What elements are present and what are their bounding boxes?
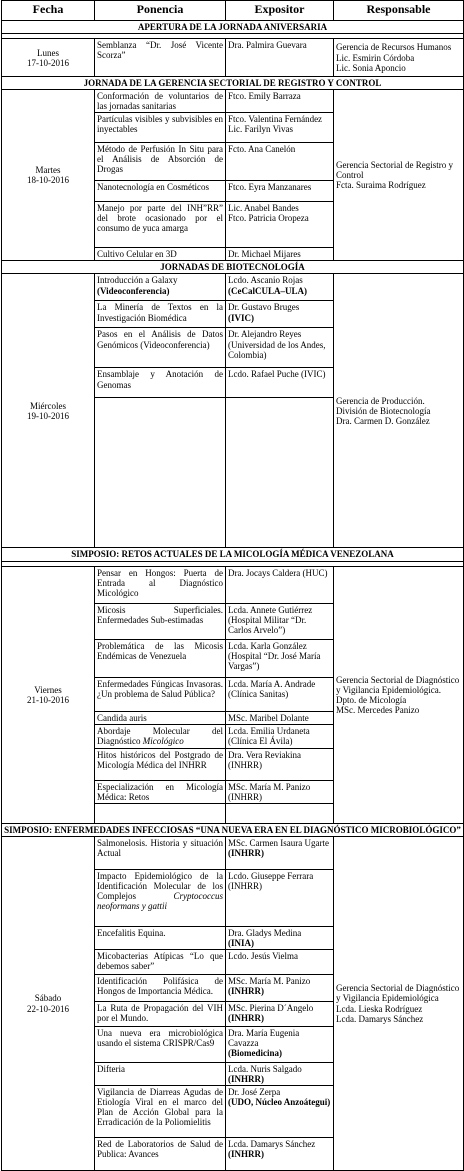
talk-title: Nanotecnología en Cosméticos — [97, 182, 209, 193]
day-name: Martes — [35, 165, 61, 176]
speaker-cell — [226, 711, 334, 724]
date-cell — [2, 274, 95, 548]
talk-title-cell — [95, 368, 226, 398]
section-title-row — [2, 823, 464, 836]
speaker-name: Dra. María Eugenia Cavazza — [228, 1028, 300, 1049]
speaker-cell — [226, 950, 334, 975]
speaker-name: Lcda. María A. Andrade (Clínica Sanitas) — [228, 678, 316, 699]
responsible-line: Gerencia Sectorial de Diagnóstico y Vigilancia Epidemiológica. — [336, 674, 460, 695]
speaker-name: Lcda. Emilia Urdaneta (Clínica El Ávila) — [228, 725, 310, 746]
talk-title-cell — [95, 1086, 226, 1138]
speaker-name: Lcdo. Ascanio Rojas — [228, 275, 303, 286]
responsible-line: Gerencia de Recursos Humanos — [336, 42, 452, 53]
talk-title: Conformación de voluntarios de las jornadas sanitarias — [97, 91, 223, 112]
header-row — [2, 1, 464, 21]
section-title: JORNADAS DE BIOTECNOLOGÍA — [2, 261, 464, 274]
section-title: SIMPOSIO: ENFERMEDADES INFECCIOSAS “UNA NUEVA ERA EN EL DIAGNÓSTICO MICROBIOLÓGICO” — [2, 823, 464, 836]
talk-title: Encefalitis Equina. — [97, 927, 166, 938]
speaker-name: Lcdo. Jesús Vielma — [228, 951, 299, 962]
talk-title-cell — [95, 143, 226, 181]
talk-title: Manejo por parte del INH”RR” del brote ocasionado por el consumo de yuca amarga — [97, 203, 223, 234]
talk-title-cell — [95, 975, 226, 1002]
speaker-cell — [226, 677, 334, 711]
speaker-name: Dra. Vera Reviakina (INHRR) — [228, 749, 302, 770]
talk-title: Red de Laboratorios de Salud de Publica: Avances — [97, 1139, 223, 1160]
speaker-cell — [226, 869, 334, 926]
speaker-name: Lcda. Nuris Salgado — [228, 1064, 302, 1075]
speaker-affiliation: (UDO, Núcleo Anzoátegui) — [228, 1097, 331, 1108]
talk-title: Semblanza “Dr. José Vicente Scorza” — [97, 40, 223, 61]
talk-title-cell — [95, 1063, 226, 1086]
section-title-row — [2, 77, 464, 90]
speaker-affiliation: (INIA) — [228, 937, 254, 948]
talk-title-cell — [95, 1027, 226, 1063]
speaker-cell — [226, 926, 334, 949]
speaker-name: Ftco. Patricia Oropeza — [228, 213, 309, 224]
talk-title: Identificación Polifásica de Hongos de Importancia Médica. — [97, 976, 223, 997]
talk-title-cell — [95, 603, 226, 639]
speaker-affiliation: (CeCalCULA–ULA) — [228, 285, 307, 296]
speaker-cell — [226, 113, 334, 143]
speaker-affiliation: (INHRR) — [228, 847, 264, 858]
speaker-name: Dr. José Zerpa — [228, 1087, 281, 1098]
speaker-name: MSc. María M. Panizo (INHRR) — [228, 781, 311, 802]
speaker-name: Ftco. Emily Barraza — [228, 91, 301, 102]
talk-row — [2, 566, 464, 603]
talk-title: Micobacterias Atípicas “Lo que debemos saber” — [97, 951, 223, 972]
speaker-name: Lic. Farilyn Vivas — [228, 124, 294, 135]
day-name: Viernes — [34, 684, 62, 695]
talk-row — [2, 39, 464, 77]
responsible-line: Gerencia Sectorial de Registro y Control — [336, 160, 453, 181]
talk-title: Problemática de las Micosis Endémicas de Venezuela — [97, 640, 223, 661]
talk-row — [2, 836, 464, 869]
section-title: APERTURA DE LA JORNADA ANIVERSARIA — [2, 21, 464, 34]
talk-title-cell — [95, 724, 226, 748]
speaker-name: MSc. Pierina D´Angelo — [228, 1003, 314, 1014]
speaker-cell — [226, 1086, 334, 1138]
speaker-cell — [226, 181, 334, 202]
responsible-line: Gerencia Sectorial de Diagnóstico y Vigilancia Epidemiológica — [336, 983, 460, 1004]
speaker-name: Dra. Jocays Caldera (HUC) — [228, 567, 328, 578]
responsible-line: División de Biotecnología — [336, 405, 431, 416]
speaker-name: Dr. Alejandro Reyes (Universidad de los Andes, Colombia) — [228, 329, 326, 360]
talk-title-cell — [95, 639, 226, 677]
talk-title-cell — [95, 748, 226, 780]
talk-title-cell — [95, 90, 226, 113]
date-value: 21-10-2016 — [27, 694, 69, 705]
speaker-cell — [226, 301, 334, 328]
spacer-cell — [226, 803, 334, 823]
speaker-name: Lcda. Karla González (Hospital “Dr. José María Vargas”) — [228, 640, 321, 671]
talk-title-cell — [95, 869, 226, 926]
talk-title: Vigilancia de Diarreas Agudas de Etiología Viral en el marco del Plan de Acción Global para la Erradicación de la Poliomielitis — [97, 1087, 223, 1128]
speaker-cell — [226, 748, 334, 780]
speaker-cell — [226, 780, 334, 803]
date-value: 19-10-2016 — [27, 410, 69, 421]
speaker-name: Dra. Gladys Medina — [228, 927, 302, 938]
talk-title: Introducción a Galaxy — [97, 275, 178, 286]
header-expositor: Expositor — [226, 1, 334, 21]
speaker-cell — [226, 1027, 334, 1063]
section-title-row — [2, 21, 464, 34]
talk-title-cell — [95, 950, 226, 975]
speaker-cell — [226, 566, 334, 603]
talk-title: Candida auris — [97, 712, 147, 723]
responsible-line: Gerencia de Producción. — [336, 395, 425, 406]
date-value: 22-10-2016 — [27, 1003, 69, 1014]
talk-title-italic: Cryptococcus neoformans y gattii — [97, 891, 223, 912]
speaker-affiliation: (INHRR) — [228, 1074, 264, 1085]
speaker-cell — [226, 975, 334, 1002]
talk-title-italic: Micológico — [142, 735, 184, 746]
responsible-cell — [334, 836, 464, 1170]
talk-title: La Ruta de Propagación del VIH por el Mundo. — [97, 1003, 223, 1024]
speaker-name: MSc. María M. Panizo — [228, 976, 311, 987]
speaker-name: Lic. Anabel Bandes — [228, 203, 299, 214]
speaker-cell — [226, 39, 334, 77]
speaker-name: Dr. Michael Mijares — [228, 249, 301, 260]
speaker-cell — [226, 143, 334, 181]
talk-title: Difteria — [97, 1064, 125, 1075]
speaker-cell — [226, 248, 334, 261]
speaker-cell — [226, 1063, 334, 1086]
talk-title-cell — [95, 181, 226, 202]
speaker-name: Lcda. Damarys Sánchez — [228, 1139, 316, 1150]
header-ponencia: Ponencia — [95, 1, 226, 21]
section-title-row — [2, 261, 464, 274]
date-cell — [2, 39, 95, 77]
speaker-name: Ftco. Valentina Fernández — [228, 114, 323, 125]
speaker-name: Lcdo. Rafael Puche (IVIC) — [228, 369, 326, 380]
talk-title: Micosis Superficiales. Enfermedades Sub-estimadas — [97, 604, 223, 625]
talk-title-cell — [95, 711, 226, 724]
header-fecha: Fecha — [2, 1, 95, 21]
talk-title-cell — [95, 677, 226, 711]
speaker-name: MSc. Maribel Dolante — [228, 712, 309, 723]
date-value: 17-10-2016 — [27, 57, 69, 68]
date-cell — [2, 836, 95, 1170]
responsible-line: Dra. Carmen D. González — [336, 416, 430, 426]
responsible-line: Lcda. Damarys Sánchez — [336, 1013, 424, 1024]
talk-title: Partículas visibles y subvisibles en inyectables — [97, 114, 223, 135]
talk-title: Abordaje Molecular del Diagnóstico — [97, 725, 223, 746]
speaker-cell — [226, 90, 334, 113]
speaker-affiliation: (INHRR) — [228, 1149, 264, 1160]
speaker-cell — [226, 724, 334, 748]
talk-title-cell — [95, 39, 226, 77]
responsible-line: Dpto. de Micología — [336, 694, 407, 705]
responsible-cell — [334, 39, 464, 77]
section-title: SIMPOSIO: RETOS ACTUALES DE LA MICOLOGÍA MÉDICA VENEZOLANA — [2, 548, 464, 561]
talk-title-cell — [95, 780, 226, 803]
header-responsable: Responsable — [334, 1, 464, 21]
speaker-cell — [226, 836, 334, 869]
speaker-cell — [226, 603, 334, 639]
speaker-name: Dra. Palmira Guevara — [228, 40, 307, 51]
responsible-line: Lic. Esmirin Córdoba — [336, 52, 415, 63]
talk-title-cell — [95, 926, 226, 949]
speaker-cell — [226, 639, 334, 677]
talk-title: Enfermedades Fúngicas Invasoras. ¿Un problema de Salud Pública? — [97, 678, 223, 699]
date-cell — [2, 90, 95, 261]
speaker-name: Fcto. Ana Canelón — [228, 144, 296, 155]
speaker-name: Dr. Gustavo Bruges — [228, 302, 300, 313]
speaker-cell — [226, 1002, 334, 1027]
date-value: 18-10-2016 — [27, 175, 69, 186]
day-name: Miércoles — [30, 400, 66, 411]
spacer-cell — [95, 398, 226, 548]
talk-title: Ensamblaje y Anotación de Genomas — [97, 369, 223, 390]
talk-title: Especialización en Micología Médica: Retos — [97, 781, 223, 802]
speaker-cell — [226, 328, 334, 368]
talk-title: Pensar en Hongos: Puerta de Entrada al Diagnóstico Micológico — [97, 567, 223, 598]
responsible-cell — [334, 90, 464, 261]
speaker-name: Ftco. Eyra Manzanares — [228, 182, 312, 193]
speaker-affiliation: (INHRR) — [228, 1013, 264, 1024]
spacer-cell — [226, 398, 334, 548]
talk-title-cell — [95, 566, 226, 603]
talk-title-cell — [95, 1002, 226, 1027]
speaker-name: Lcda. Annete Gutiérrez (Hospital Militar “Dr. Carlos Arvelo”) — [228, 604, 313, 635]
responsible-line: MSc. Mercedes Panizo — [336, 704, 420, 715]
talk-row — [2, 90, 464, 113]
day-name: Lunes — [37, 47, 59, 58]
spacer-cell — [95, 803, 226, 823]
talk-title: Impacto Epidemiológico de la Identificación Molecular de los Complejos — [97, 870, 223, 902]
speaker-affiliation: (INHRR) — [228, 986, 264, 997]
day-name: Sábado — [34, 993, 62, 1004]
talk-title: Pasos en el Análisis de Datos Genómicos (Videoconferencia) — [97, 329, 223, 350]
talk-title-cell — [95, 274, 226, 301]
speaker-name: MSc. Carmen Isaura Ugarte — [228, 837, 329, 848]
talk-title: Cultivo Celular en 3D — [97, 249, 177, 260]
speaker-affiliation: (IVIC) — [228, 312, 254, 323]
speaker-name: Lcdo. Giuseppe Ferrara (INHRR) — [228, 870, 314, 891]
responsible-cell — [334, 274, 464, 548]
talk-title-bold: (Videoconferencia) — [97, 285, 170, 296]
talk-title-cell — [95, 836, 226, 869]
talk-title-cell — [95, 301, 226, 328]
talk-title-cell — [95, 248, 226, 261]
schedule-table — [1, 0, 464, 1171]
talk-row — [2, 274, 464, 301]
talk-title: Hitos históricos del Postgrado de Micología Médica del INHRR — [97, 749, 223, 770]
talk-title: La Minería de Textos en la Investigación Biomédica — [97, 302, 223, 323]
speaker-cell — [226, 368, 334, 398]
date-cell — [2, 566, 95, 823]
talk-title-cell — [95, 328, 226, 368]
speaker-cell — [226, 202, 334, 248]
talk-title-cell — [95, 202, 226, 248]
section-title-row — [2, 548, 464, 561]
section-title: JORNADA DE LA GERENCIA SECTORIAL DE REGISTRO Y CONTROL — [2, 77, 464, 90]
talk-title: Método de Perfusión In Situ para el Análisis de Absorción de Drogas — [97, 144, 223, 175]
responsible-line: Lcda. Lieska Rodríguez — [336, 1003, 423, 1014]
responsible-cell — [334, 566, 464, 823]
responsible-line: Fcta. Suraima Rodríguez — [336, 180, 426, 191]
schedule-body — [2, 21, 464, 1171]
talk-title: Salmonelosis. Historia y situación Actual — [97, 837, 223, 858]
talk-title: Una nueva era microbiológica usando el sistema CRISPR/Cas9 — [97, 1028, 223, 1049]
speaker-affiliation: (Biomedicina) — [228, 1048, 282, 1059]
responsible-line: Lic. Sonia Aponcio — [336, 62, 406, 73]
talk-title-cell — [95, 113, 226, 143]
speaker-cell — [226, 274, 334, 301]
